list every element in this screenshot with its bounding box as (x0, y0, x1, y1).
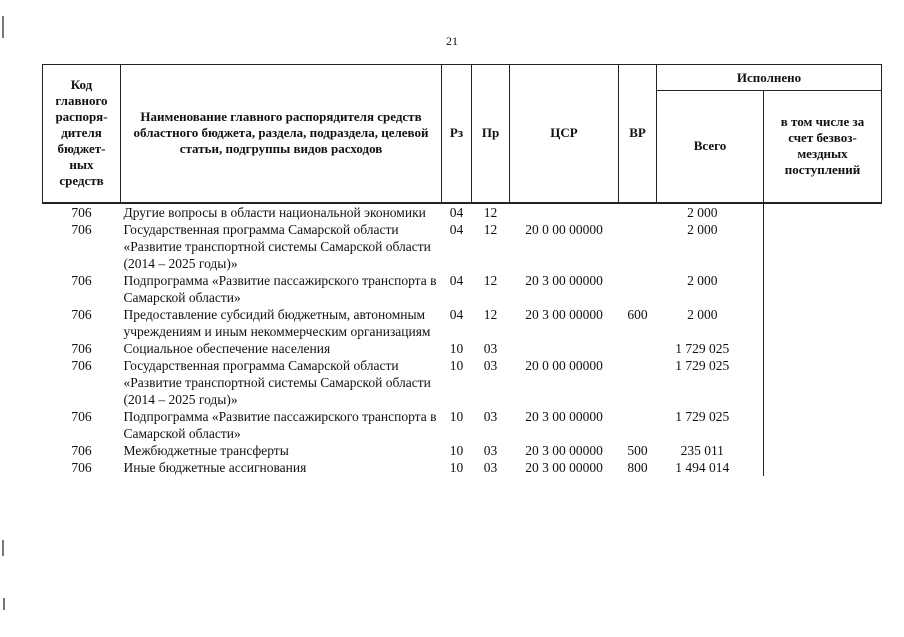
table-row (43, 272, 882, 306)
table-row (43, 459, 882, 476)
cell-total: 2 000 (687, 221, 718, 237)
cell-csr: 20 0 00 00000 (525, 221, 603, 237)
header-executed: Исполнено (657, 65, 882, 91)
cell-total: 235 011 (680, 442, 724, 458)
cell-vr: 500 (627, 442, 648, 458)
cell-rz: 10 (449, 459, 464, 475)
cell-code: 706 (71, 408, 92, 424)
cell-pr: 03 (483, 459, 498, 475)
cell-total: 2 000 (687, 306, 718, 322)
cell-vr (619, 272, 657, 306)
header-code: Код главного распоря-дителя бюджет-ных средств (43, 65, 121, 203)
cell-pr: 12 (483, 306, 498, 322)
cell-code: 706 (71, 442, 92, 458)
cell-name: Подпрограмма «Развитие пассажирского транспорта в Самарской области» (123, 272, 437, 305)
cell-total: 1 729 025 (675, 357, 730, 373)
cell-rz: 10 (449, 408, 464, 424)
scan-artifact (2, 16, 4, 38)
cell-free (764, 272, 882, 306)
table-row (43, 203, 882, 221)
cell-pr: 12 (483, 221, 498, 237)
cell-csr (510, 340, 619, 357)
table-row (43, 408, 882, 442)
cell-rz: 04 (449, 221, 464, 237)
cell-free (764, 442, 882, 459)
table-row (43, 221, 882, 272)
budget-execution-table (42, 64, 882, 476)
scan-artifact (3, 598, 5, 610)
cell-name: Иные бюджетные ассигнования (123, 459, 307, 475)
header-total: Всего (657, 91, 764, 203)
header-csr: ЦСР (510, 65, 619, 203)
cell-vr (619, 221, 657, 272)
cell-pr: 03 (483, 340, 498, 356)
cell-csr: 20 3 00 00000 (525, 306, 603, 322)
table-header (43, 65, 882, 203)
cell-free (764, 203, 882, 221)
cell-vr (619, 203, 657, 221)
table-row (43, 442, 882, 459)
cell-rz: 10 (449, 357, 464, 373)
cell-total: 2 000 (687, 204, 718, 220)
cell-pr: 03 (483, 442, 498, 458)
header-pr: Пр (472, 65, 510, 203)
cell-name: Подпрограмма «Развитие пассажирского транспорта в Самарской области» (123, 408, 437, 441)
cell-name: Межбюджетные трансферты (123, 442, 289, 458)
cell-code: 706 (71, 459, 92, 475)
cell-pr: 03 (483, 408, 498, 424)
cell-rz: 10 (449, 340, 464, 356)
cell-vr: 600 (627, 306, 648, 322)
header-name: Наименование главного распорядителя средств областного бюджета, раздела, подраздела, целевой статьи, подгруппы видов расходов (121, 65, 442, 203)
cell-csr: 20 3 00 00000 (525, 459, 603, 475)
cell-free (764, 459, 882, 476)
cell-vr (619, 408, 657, 442)
cell-name: Социальное обеспечение населения (123, 340, 331, 356)
cell-code: 706 (71, 357, 92, 373)
cell-free (764, 357, 882, 408)
cell-code: 706 (71, 221, 92, 237)
header-free: в том числе за счет безвоз-мездных поступлений (764, 91, 882, 203)
cell-name: Предоставление субсидий бюджетным, автономным учреждениям и иным некоммерческим организациям (123, 306, 431, 339)
table-row (43, 357, 882, 408)
cell-rz: 10 (449, 442, 464, 458)
page-number: 21 (446, 34, 458, 48)
table-row (43, 306, 882, 340)
cell-name: Государственная программа Самарской области «Развитие транспортной системы Самарской области (2014 – 2025 годы)» (123, 221, 431, 271)
cell-name: Другие вопросы в области национальной экономики (123, 204, 426, 220)
scan-artifact (2, 540, 4, 556)
cell-pr: 03 (483, 357, 498, 373)
cell-total: 2 000 (687, 272, 718, 288)
cell-pr: 12 (483, 272, 498, 288)
cell-code: 706 (71, 340, 92, 356)
cell-csr: 20 3 00 00000 (525, 442, 603, 458)
cell-rz: 04 (449, 204, 464, 220)
cell-rz: 04 (449, 306, 464, 322)
cell-rz: 04 (449, 272, 464, 288)
header-vr: ВР (619, 65, 657, 203)
cell-code: 706 (71, 306, 92, 322)
cell-code: 706 (71, 204, 92, 220)
cell-free (764, 306, 882, 340)
table-body (43, 203, 882, 476)
cell-vr: 800 (627, 459, 648, 475)
cell-free (764, 340, 882, 357)
table-row (43, 340, 882, 357)
cell-csr: 20 3 00 00000 (525, 408, 603, 424)
cell-name: Государственная программа Самарской области «Развитие транспортной системы Самарской области (2014 – 2025 годы)» (123, 357, 431, 407)
cell-total: 1 729 025 (675, 340, 730, 356)
cell-free (764, 408, 882, 442)
cell-csr (510, 203, 619, 221)
cell-csr: 20 0 00 00000 (525, 357, 603, 373)
cell-pr: 12 (483, 204, 498, 220)
cell-code: 706 (71, 272, 92, 288)
cell-total: 1 729 025 (675, 408, 730, 424)
cell-free (764, 221, 882, 272)
cell-csr: 20 3 00 00000 (525, 272, 603, 288)
cell-vr (619, 357, 657, 408)
cell-vr (619, 340, 657, 357)
cell-total: 1 494 014 (675, 459, 730, 475)
header-rz: Рз (442, 65, 472, 203)
